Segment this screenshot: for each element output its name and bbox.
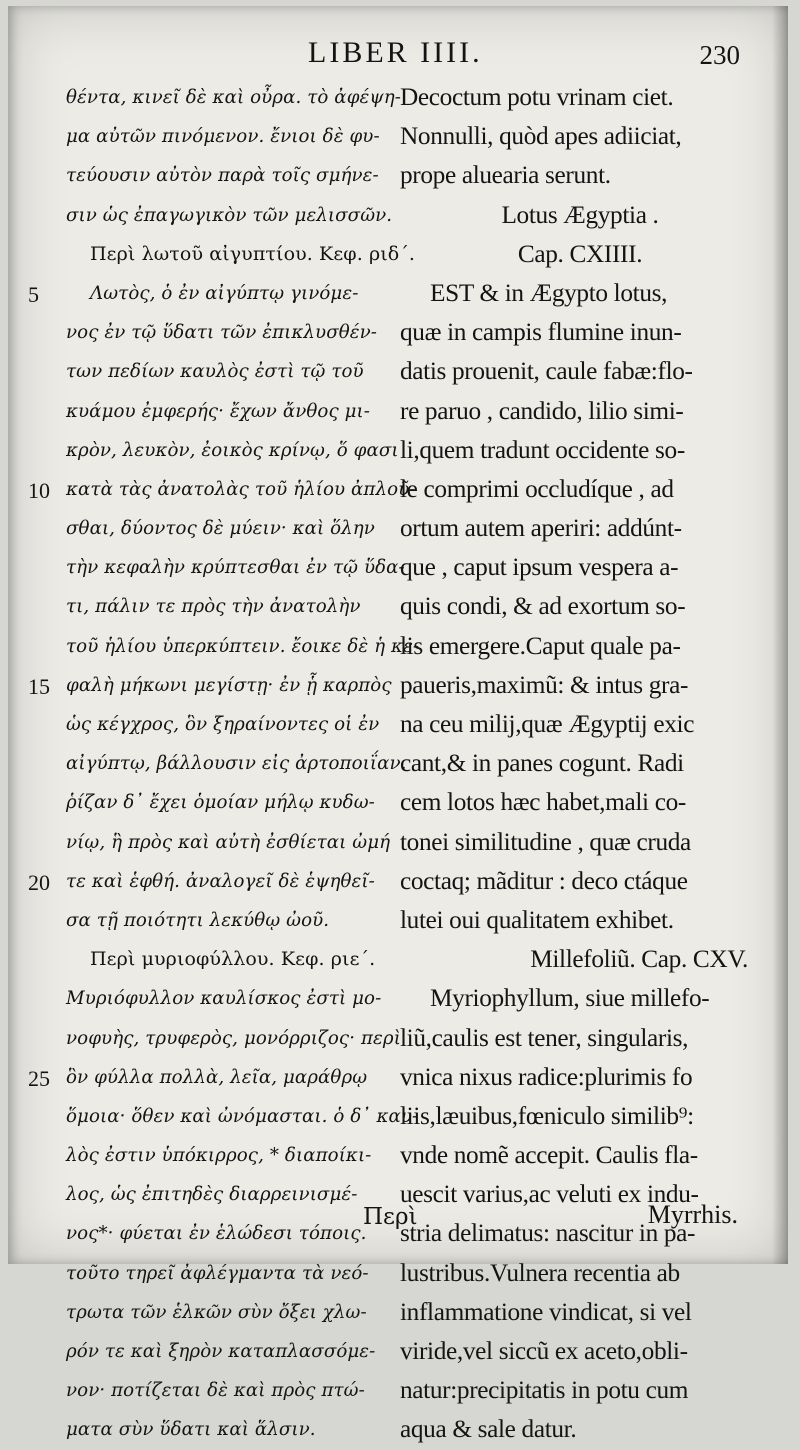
greek-text-line: τι, πάλιν τε πρὸς τὴν ἀνατολὴν <box>66 596 361 618</box>
latin-text-line: natur:precipitatis in potu cum <box>400 1376 689 1405</box>
line-number: 15 <box>28 674 50 699</box>
greek-text-line: θέντα, κινεῖ δὲ καὶ οὖρα. τὸ ἀφέψη- <box>66 87 401 108</box>
latin-text-line: coctaq; mãditur : deco ctáque <box>400 866 688 895</box>
greek-text-line: φαλὴ μήκωνι μεγίστῃ· ἐν ᾗ καρπὸς <box>66 674 392 696</box>
catchword-latin: Myrrhis. <box>647 1200 738 1229</box>
page-number: 230 <box>699 40 740 70</box>
greek-text-line: ὡς κέγχρος, ὃν ξηραίνοντες οἱ ἐν <box>66 714 380 735</box>
running-title: LIBER IIII. <box>308 36 483 69</box>
latin-text-line: liũ,caulis est tener, singularis, <box>400 1023 689 1052</box>
latin-chapter-heading: Cap. CXIIII. <box>517 239 643 268</box>
latin-text-line: Nonnulli, quòd apes adiiciat, <box>400 122 682 151</box>
greek-text-line: των πεδίων καυλὸς ἐστὶ τῷ τοῦ <box>66 361 364 383</box>
latin-text-line: uescit varius,ac veluti ex indu- <box>400 1180 699 1209</box>
latin-text-line: stria delimatus: nascitur in pa- <box>400 1219 696 1248</box>
greek-text-line: Λωτὸς, ὁ ἐν αἰγύπτῳ γινόμε- <box>90 282 359 304</box>
latin-text-line: re paruo , candido, lilio simi- <box>400 396 684 425</box>
book-page <box>8 6 788 1444</box>
latin-text-line: quis condi, & ad exortum so- <box>400 592 686 621</box>
latin-text-line: datis prouenit, caule fabæ:flo- <box>400 357 693 386</box>
latin-text-line: paueris,maximũ: & intus gra- <box>400 670 689 699</box>
latin-text-line: EST & in Ægypto lotus, <box>430 278 668 307</box>
greek-text-line: σθαι, δύοντος δὲ μύειν· καὶ ὅλην <box>66 518 375 540</box>
greek-chapter-heading: Περὶ λωτοῦ αἰγυπτίου. Κεφ. ριδ΄. <box>90 242 416 265</box>
latin-text-line: Myriophyllum, siue millefo- <box>430 984 710 1013</box>
greek-chapter-heading: Περὶ μυριοφύλλου. Κεφ. ριε΄. <box>90 948 376 971</box>
greek-text-line: τρωτα τῶν ἑλκῶν σὺν ὄξει χλω- <box>66 1301 367 1323</box>
latin-text-line: lis emergere.Caput quale pa- <box>400 631 681 660</box>
greek-text-line: τοῦ ἡλίου ὑπερκύπτειν. ἔοικε δὲ ἡ κε- <box>66 635 420 657</box>
greek-text-line: νον· ποτίζεται δὲ καὶ πρὸς πτώ- <box>66 1380 365 1402</box>
greek-text-line: τοῦτο τηρεῖ ἀφλέγμαντα τὰ νεό- <box>66 1262 369 1284</box>
greek-text-line: λος, ὡς ἐπιτηδὲς διαρρεινισμέ- <box>66 1184 358 1206</box>
latin-text-line: le comprimi occludíque , ad <box>400 474 674 503</box>
latin-text-column <box>400 78 760 1450</box>
line-number: 25 <box>28 1066 50 1091</box>
greek-text-line: ὅμοια· ὅθεν καὶ ὠνόμασται. ὁ δ᾽ καυ- <box>66 1105 419 1127</box>
latin-text-line: inflammatione vindicat, si vel <box>400 1297 692 1326</box>
greek-text-line: σιν ὡς ἐπαγωγικὸν τῶν μελισσῶν. <box>66 204 393 226</box>
latin-text-line: liis,læuibus,fœniculo similib⁹: <box>400 1101 694 1130</box>
latin-text-line: tonei similitudine , quæ cruda <box>400 827 691 856</box>
latin-text-line: cant,& in panes cogunt. Radi <box>400 749 684 778</box>
latin-text-line: vnde nomẽ accepit. Caulis fla- <box>400 1141 698 1170</box>
latin-text-line: que , caput ipsum vespera a- <box>400 553 679 582</box>
latin-text-line: Decoctum potu vrinam ciet. <box>400 83 674 111</box>
greek-text-line: ὃν φύλλα πολλὰ, λεῖα, μαράθρῳ <box>66 1066 368 1088</box>
latin-chapter-heading: Lotus Ægyptia . <box>501 200 659 229</box>
greek-text-line: ῥίζαν δ᾽ ἔχει ὁμοίαν μήλῳ κυδω- <box>66 792 375 814</box>
latin-chapter-heading: Millefoliũ. Cap. CXV. <box>530 945 748 974</box>
latin-text-line: prope aluearia serunt. <box>400 161 611 190</box>
latin-text-line: cem lotos hæc habet,mali co- <box>400 788 686 817</box>
latin-text-line: lustribus.Vulnera recentia ab <box>400 1258 680 1287</box>
line-number: 20 <box>28 870 50 895</box>
greek-text-line: τε καὶ ἑφθή. ἀναλογεῖ δὲ ἑψηθεῖ- <box>66 870 375 892</box>
greek-text-line: κατὰ τὰς ἀνατολὰς τοῦ ἡλίου ἀπλοῦ- <box>66 478 416 500</box>
greek-text-line: Μυριόφυλλον καυλίσκος ἐστὶ μο- <box>66 988 382 1010</box>
latin-text-line: na ceu milij,quæ Ægyptij exic <box>400 710 695 738</box>
greek-text-line: νος ἐν τῷ ὕδατι τῶν ἐπικλυσθέν- <box>66 322 378 344</box>
latin-text-line: quæ in campis flumine inun- <box>400 318 682 347</box>
greek-text-line: νίῳ, ἣ πρὸς καὶ αὐτὴ ἐσθίεται ὠμή <box>66 831 391 853</box>
greek-text-line: ρόν τε καὶ ξηρὸν καταπλασσόμε- <box>66 1341 376 1362</box>
greek-text-line: μα αὐτῶν πινόμενον. ἔνιοι δὲ φυ- <box>66 126 380 148</box>
greek-text-line: νοφυὴς, τρυφερὸς, μονόρριζος· περὶ <box>66 1027 401 1049</box>
greek-text-line: σα τῇ ποιότητι λεκύθῳ ὠοῦ. <box>66 909 330 931</box>
greek-text-line: νος*· φύεται ἐν ἑλώδεσι τόποις. <box>66 1223 367 1245</box>
greek-text-line: αἰγύπτῳ, βάλλουσιν εἰς ἀρτοποιΐαν. <box>66 753 407 775</box>
line-number: 10 <box>28 478 50 503</box>
latin-text-line: vnica nixus radice:plurimis fo <box>400 1062 693 1091</box>
greek-text-line: τεύουσιν αὐτὸν παρὰ τοῖς σμήνε- <box>66 165 379 187</box>
latin-text-line: aqua & sale datur. <box>400 1415 577 1444</box>
greek-text-line: κρὸν, λευκὸν, ἐοικὸς κρίνῳ, ὅ φασι <box>66 439 399 461</box>
greek-text-line: λὸς ἐστιν ὑπόκιρρος, * διαποίκι- <box>66 1145 372 1167</box>
greek-text-column <box>66 78 420 1450</box>
latin-text-line: li,quem tradunt occidente so- <box>400 435 685 464</box>
catchword-greek: Περὶ <box>363 1204 418 1230</box>
greek-text-line: ματα σὺν ὕδατι καὶ ἅλσιν. <box>66 1419 316 1441</box>
greek-text-line: κυάμου ἐμφερής· ἔχων ἄνθος μι- <box>66 400 371 422</box>
greek-text-line: τὴν κεφαλὴν κρύπτεσθαι ἐν τῷ ὕδα- <box>66 557 405 579</box>
latin-text-line: lutei oui qualitatem exhibet. <box>400 905 674 934</box>
latin-text-line: viride,vel siccũ ex aceto,obli- <box>400 1337 688 1365</box>
latin-text-line: ortum autem aperiri: addúnt- <box>400 514 682 543</box>
line-number: 5 <box>28 282 39 307</box>
